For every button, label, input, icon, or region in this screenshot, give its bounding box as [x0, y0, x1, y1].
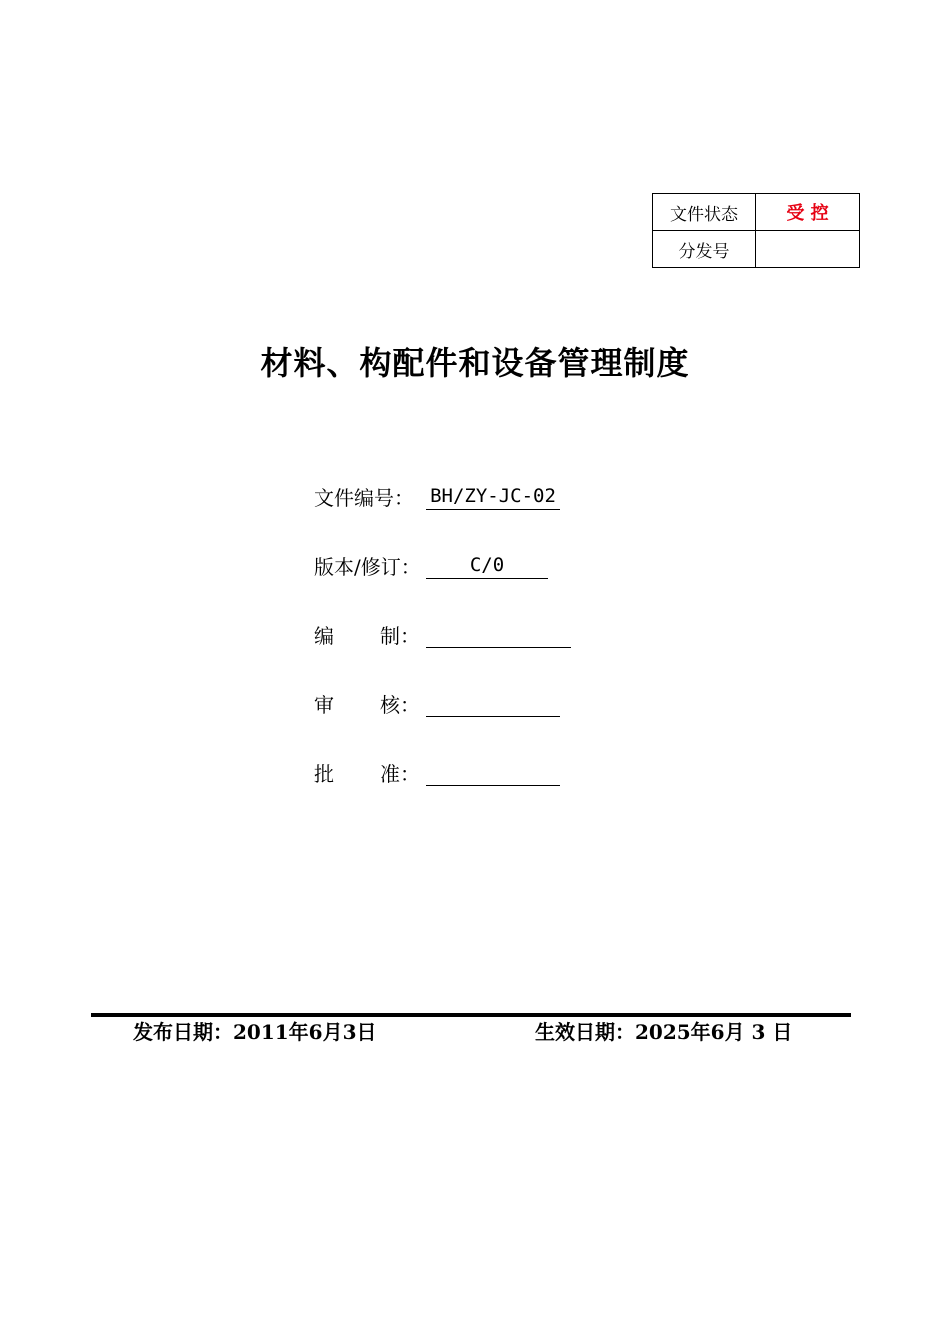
approved-by-label: 批 准：: [314, 762, 420, 786]
compiled-by-label: 编 制：: [314, 624, 420, 648]
publish-date: 发布日期：2011年6月3日: [133, 1020, 377, 1044]
reviewed-by-value: [426, 690, 560, 717]
doc-number-value: BH/ZY-JC-02: [426, 483, 560, 510]
version-row: [314, 552, 548, 582]
approved-by-value: [426, 759, 560, 786]
version-label: 版本/修订：: [314, 555, 421, 579]
effective-date: 生效日期：2025年6月 3 日: [535, 1020, 793, 1044]
distribution-value: [756, 231, 860, 268]
reviewed-by-label: 审 核：: [314, 693, 420, 717]
doc-number-label: 文件编号：: [314, 486, 414, 510]
distribution-label: 分发号: [653, 231, 756, 268]
compiled-by-row: [314, 621, 571, 651]
version-value: C/0: [426, 552, 548, 579]
controlled-stamp: 受 控: [786, 203, 829, 224]
approved-by-row: [314, 759, 560, 789]
status-value: [756, 194, 860, 231]
document-status-table: [652, 193, 860, 268]
status-label: 文件状态: [653, 194, 756, 231]
reviewed-by-row: [314, 690, 560, 720]
compiled-by-value: [426, 621, 571, 648]
doc-number-row: [314, 483, 560, 513]
document-title: 材料、构配件和设备管理制度: [260, 344, 690, 382]
